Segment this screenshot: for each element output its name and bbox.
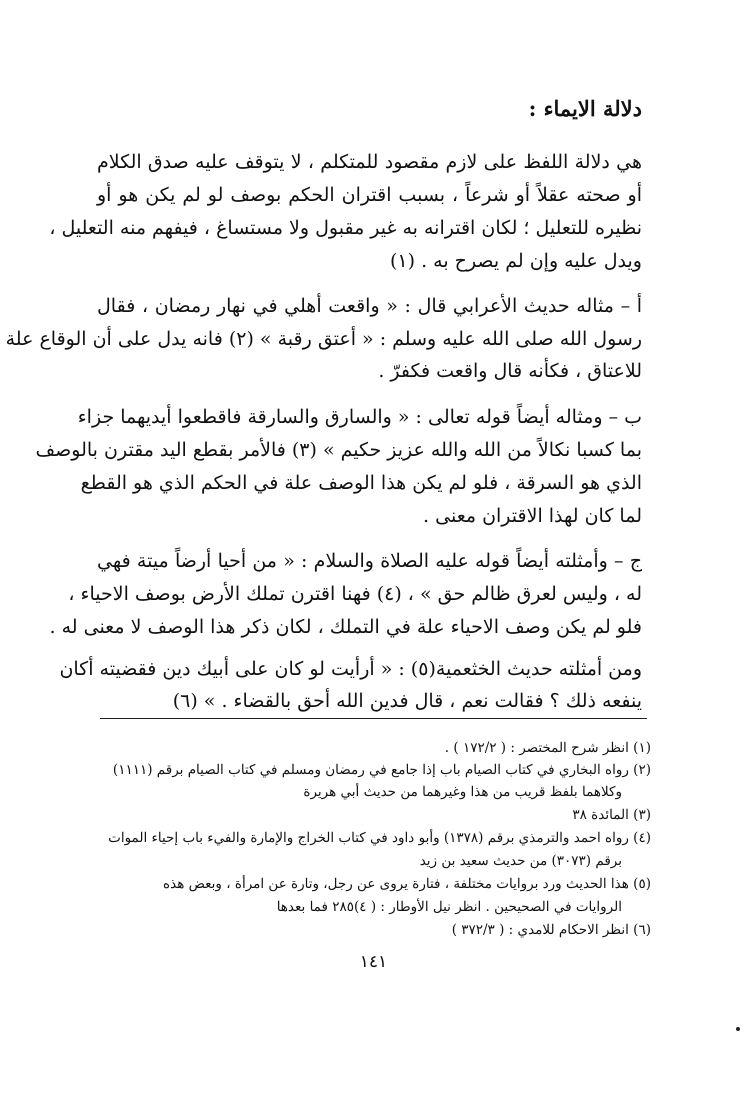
body-line: هي دلالة اللفظ على لازم مقصود للمتكلم ، لا يتوقف عليه صدق الكلام (97, 151, 642, 173)
body-line: ومن أمثلته حديث الخثعمية(٥) : « أرأيت لو كان على أبيك دين فقضيته أكان (59, 658, 642, 680)
body-line: ج – وأمثلته أيضاً قوله عليه الصلاة والسلام : « من أحيا أرضاً ميتة فهي (97, 550, 642, 572)
body-line: لما كان لهذا الاقتران معنى . (423, 505, 642, 527)
footnote: (٦) انظر الاحكام للامدي : ( ٣٧٢/٣ ) (451, 922, 651, 938)
body-line: للاعتاق ، فكأنه قال واقعت فكفرّ . (378, 360, 642, 382)
body-line: ويدل عليه وإن لم يصرح به . (١) (390, 250, 642, 272)
body-line: بما كسبا نكالاً من الله والله عزيز حكيم » (٣) فالأمر بقطع اليد مقترن بالوصف (35, 439, 642, 461)
scan-speck (736, 1027, 740, 1031)
footnote: (١) انظر شرح المختصر : ( ١٧٢/٢ ) . (444, 740, 651, 756)
body-line: ينفعه ذلك ؟ فقالت نعم ، قال فدين الله أحق بالقضاء . » (٦) (172, 690, 642, 712)
footnote-continuation: وكلاهما بلفظ قريب من هذا وغيرهما من حديث أبي هريرة (303, 784, 622, 800)
body-line: الذي هو السرقة ، فلو لم يكن هذا الوصف علة في الحكم الذي هو القطع (80, 472, 642, 494)
footnote-continuation: الروايات في الصحيحين . انظر نيل الأوطار : ( ٤)٢٨٥ فما بعدها (276, 899, 622, 915)
body-line: ب – ومثاله أيضاً قوله تعالى : « والسارق والسارقة فاقطعوا أيديهما جزاء (77, 406, 642, 428)
footnote: (٥) هذا الحديث ورد بروايات مختلفة ، فتارة يروى عن رجل، وتارة عن امرأة ، وبعض هذه (163, 876, 651, 892)
footnote-continuation: برقم (٣٠٧٣) من حديث سعيد بن زيد (419, 853, 622, 869)
footnote-divider (100, 718, 647, 719)
body-line: نظيره للتعليل ؛ لكان اقترانه به غير مقبول ولا مستساغ ، فيفهم منه التعليل ، (49, 217, 642, 239)
body-line: أو صحته عقلاً أو شرعاً ، بسبب اقتران الحكم بوصف لو لم يكن هو أو (97, 184, 642, 206)
page-number: ١٤١ (359, 952, 388, 972)
footnote: (٣) المائدة ٣٨ (572, 807, 651, 823)
footnote: (٢) رواه البخاري في كتاب الصيام باب إذا جامع في رمضان ومسلم في كتاب الصيام برقم (١١١١) (112, 762, 651, 778)
body-line: رسول الله صلى الله عليه وسلم : « أعتق رقبة » (٢) فانه يدل على أن الوقاع علة (5, 328, 642, 350)
body-line: له ، وليس لعرق ظالم حق » ، (٤) فهنا اقترن تملك الأرض بوصف الاحياء ، (68, 583, 642, 605)
body-line: أ – مثاله حديث الأعرابي قال : « واقعت أهلي في نهار رمضان ، فقال (97, 295, 642, 317)
footnote: (٤) رواه احمد والترمذي برقم (١٣٧٨) وأبو داود في كتاب الخراج والإمارة والفيء باب إحياء الموات (108, 830, 651, 846)
body-line: فلو لم يكن وصف الاحياء علة في التملك ، لكان ذكر هذا الوصف لا معنى له . (49, 616, 642, 638)
section-title: دلالة الايماء : (528, 96, 642, 121)
